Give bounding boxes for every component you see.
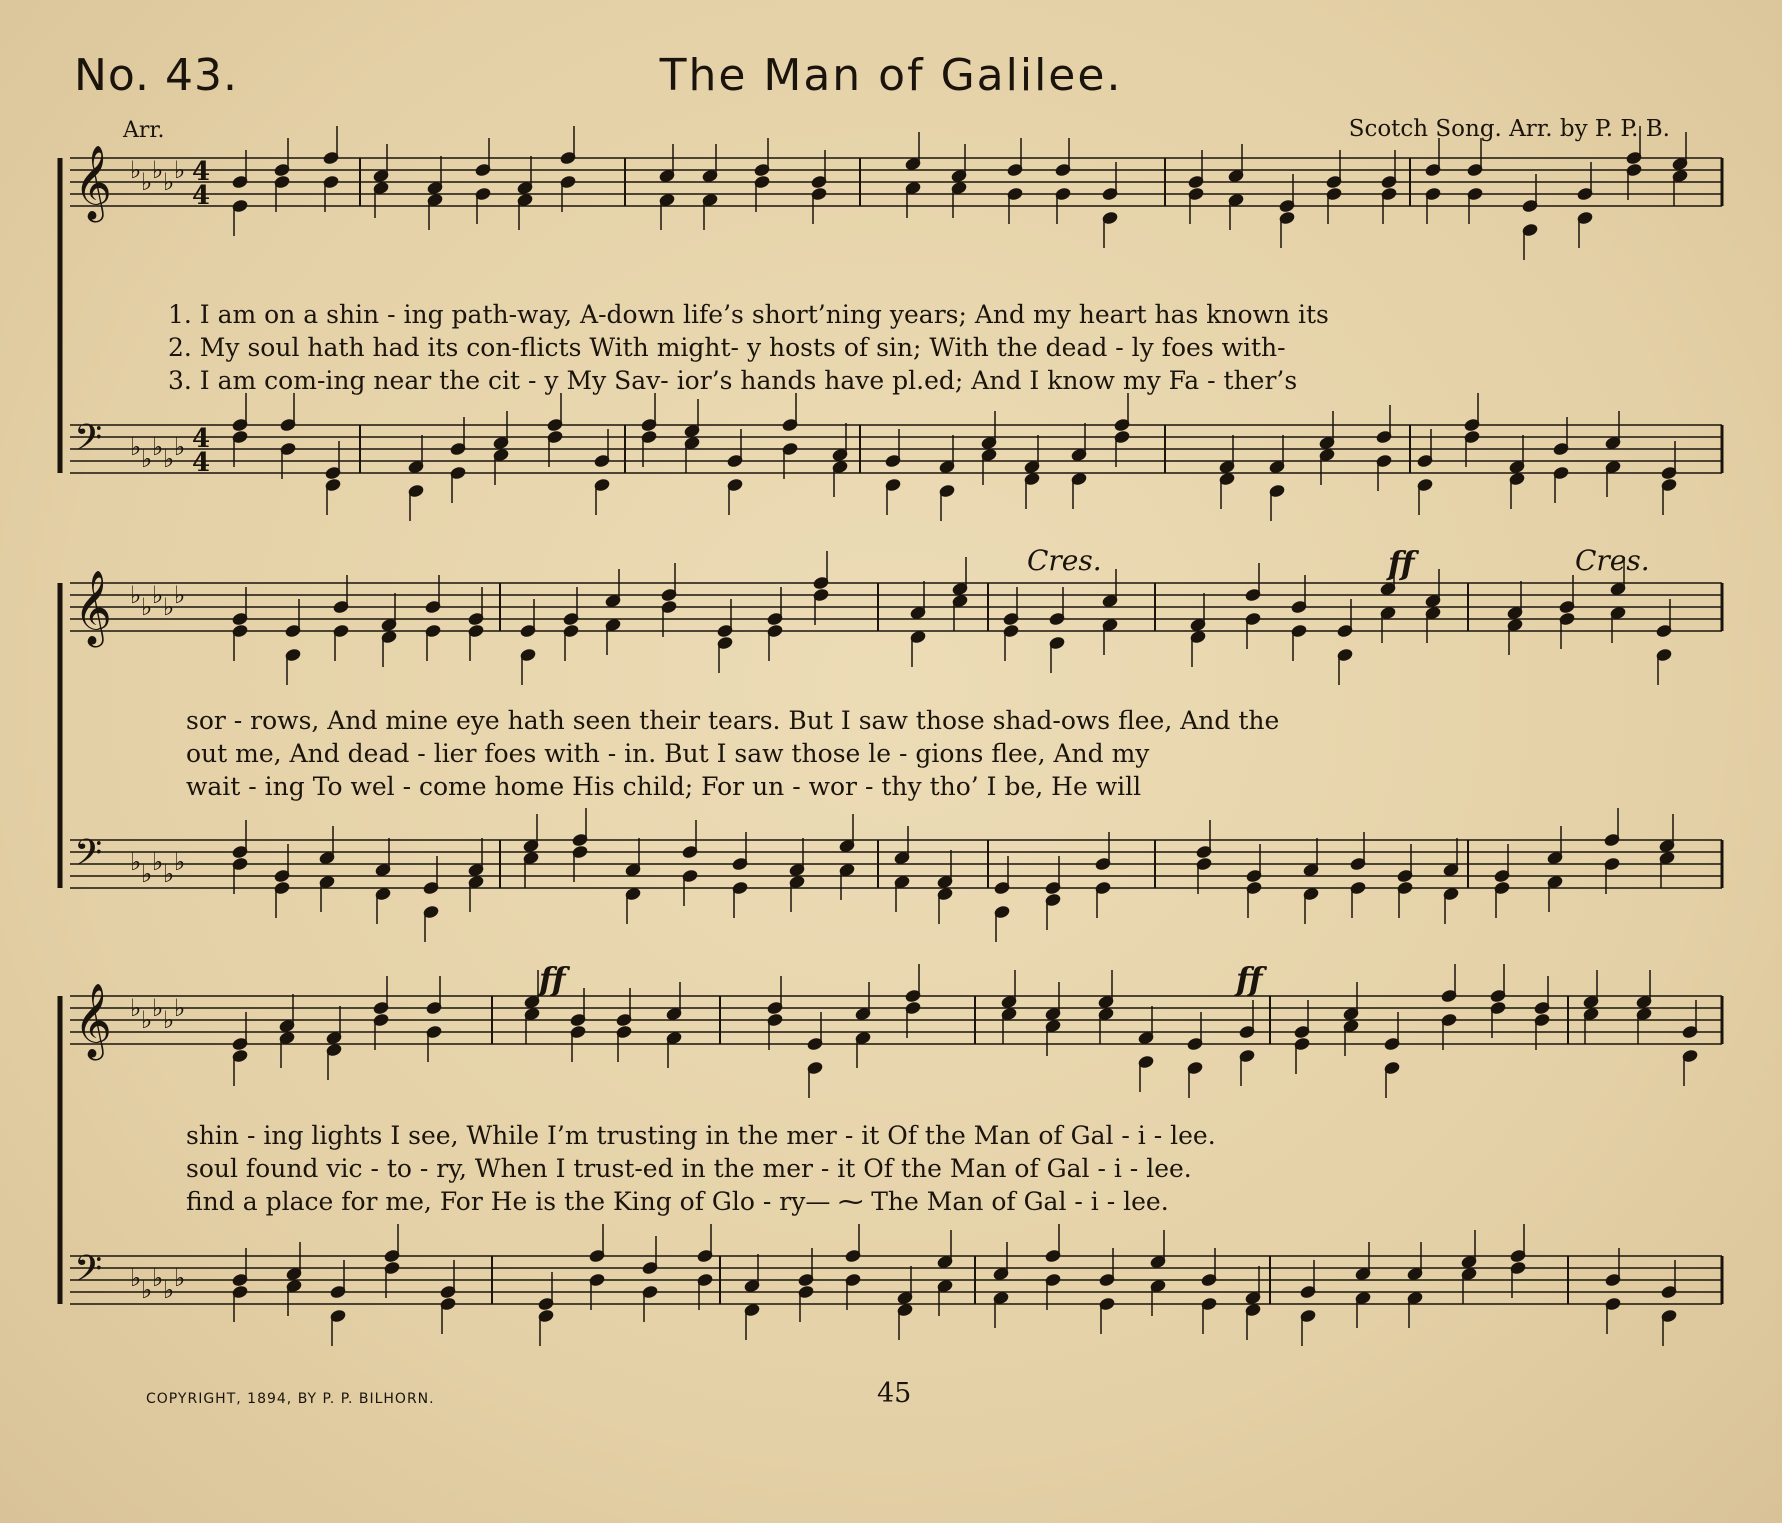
flat-sign: ♭ xyxy=(130,994,142,1022)
flat-sign: ♭ xyxy=(152,581,164,609)
hymn-title: The Man of Galilee. xyxy=(659,50,1123,101)
flat-sign: ♭ xyxy=(174,1264,186,1292)
flat-sign: ♭ xyxy=(163,445,175,473)
flat-sign: ♭ xyxy=(141,168,153,196)
dynamic-marking: ff xyxy=(539,960,566,998)
treble-clef: 𝄞 xyxy=(74,146,112,220)
flat-sign: ♭ xyxy=(174,581,186,609)
treble-clef: 𝄞 xyxy=(74,571,112,645)
lyric-line: wait - ing To wel - come home His child; For un - wor - thy tho’ I be, He will xyxy=(186,772,1142,801)
time-signature: 4 xyxy=(192,181,211,211)
flat-sign: ♭ xyxy=(141,445,153,473)
bass-clef: 𝄢 xyxy=(74,832,103,883)
flat-sign: ♭ xyxy=(163,1006,175,1034)
flat-sign: ♭ xyxy=(141,1276,153,1304)
flat-sign: ♭ xyxy=(152,994,164,1022)
copyright-notice: COPYRIGHT, 1894, BY P. P. BILHORN. xyxy=(146,1391,435,1407)
composer-credit: Scotch Song. Arr. by P. P. B. xyxy=(1348,116,1670,142)
dynamic-marking: ff xyxy=(1236,960,1263,998)
flat-sign: ♭ xyxy=(174,156,186,184)
time-signature: 4 xyxy=(192,424,211,454)
bass-clef: 𝄢 xyxy=(74,1248,103,1299)
arrangement-label: Arr. xyxy=(123,118,165,143)
flat-sign: ♭ xyxy=(141,1006,153,1034)
flat-sign: ♭ xyxy=(152,433,164,461)
treble-clef: 𝄞 xyxy=(74,984,112,1058)
dynamic-marking: ff xyxy=(1388,544,1415,582)
flat-sign: ♭ xyxy=(174,848,186,876)
time-signature: 4 xyxy=(192,157,211,187)
flat-sign: ♭ xyxy=(163,1276,175,1304)
flat-sign: ♭ xyxy=(163,168,175,196)
flat-sign: ♭ xyxy=(163,593,175,621)
flat-sign: ♭ xyxy=(130,848,142,876)
flat-sign: ♭ xyxy=(130,581,142,609)
flat-sign: ♭ xyxy=(141,860,153,888)
flat-sign: ♭ xyxy=(152,1264,164,1292)
flat-sign: ♭ xyxy=(130,156,142,184)
page-number: 45 xyxy=(877,1378,912,1409)
lyric-line: shin - ing lights I see, While I’m trusting in the mer - it Of the Man of Gal - i - lee. xyxy=(186,1121,1216,1150)
lyric-line: soul found vic - to - ry, When I trust-ed in the mer - it Of the Man of Gal - i - lee. xyxy=(186,1154,1192,1183)
lyric-line: 3. I am com-ing near the cit - y My Sav- ior’s hands have pl.ed; And I know my Fa - ther’s xyxy=(168,366,1298,395)
flat-sign: ♭ xyxy=(152,848,164,876)
time-signature: 4 xyxy=(192,448,211,478)
flat-sign: ♭ xyxy=(163,860,175,888)
dynamic-marking: Cres. xyxy=(1575,544,1650,577)
flat-sign: ♭ xyxy=(130,433,142,461)
bass-clef: 𝄢 xyxy=(74,417,103,468)
flat-sign: ♭ xyxy=(174,433,186,461)
lyric-line: 2. My soul hath had its con-flicts With might- y hosts of sin; With the dead - ly foes with- xyxy=(168,333,1286,362)
lyric-line: find a place for me, For He is the King of Glo - ry— ⁓ The Man of Gal - i - lee. xyxy=(186,1187,1169,1216)
flat-sign: ♭ xyxy=(141,593,153,621)
lyric-line: sor - rows, And mine eye hath seen their tears. But I saw those shad-ows flee, And the xyxy=(186,706,1280,735)
lyric-line: out me, And dead - lier foes with - in. But I saw those le - gions flee, And my xyxy=(186,739,1150,768)
hymn-number: No. 43. xyxy=(74,50,239,101)
flat-sign: ♭ xyxy=(130,1264,142,1292)
flat-sign: ♭ xyxy=(174,994,186,1022)
dynamic-marking: Cres. xyxy=(1027,544,1102,577)
flat-sign: ♭ xyxy=(152,156,164,184)
lyric-line: 1. I am on a shin - ing path-way, A-down life’s short’ning years; And my heart has known its xyxy=(168,300,1329,329)
